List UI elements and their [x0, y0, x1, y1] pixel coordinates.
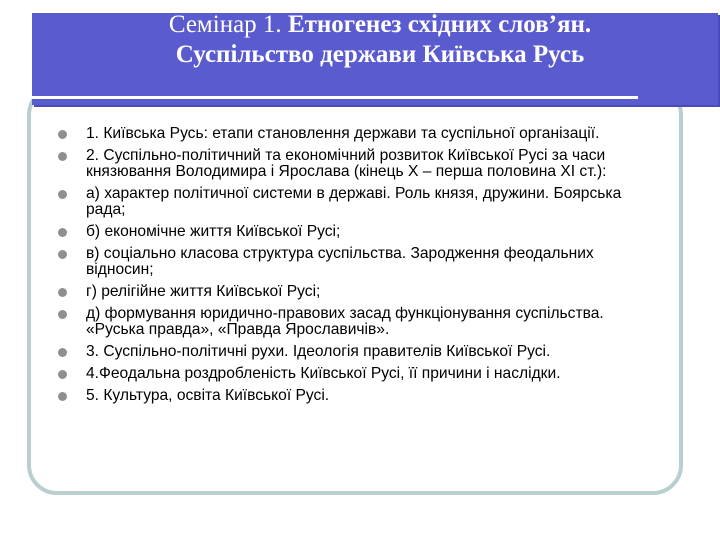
bullet-icon — [58, 190, 67, 199]
bullet-icon — [58, 228, 67, 237]
title-line-1 — [55, 10, 705, 40]
seminar-label: Семінар 1. — [168, 11, 288, 38]
list-item: а) характер політичної системи в державі. Роль князя, дружини. Боярська рада; — [58, 186, 658, 218]
list-item: г) релігійне життя Київської Русі; — [58, 284, 658, 300]
list-item: б) економічне життя Київської Русі; — [58, 224, 658, 240]
list-item: 5. Культура, освіта Київської Русі. — [58, 388, 658, 404]
bullet-icon — [58, 392, 67, 401]
bullet-icon — [58, 288, 67, 297]
bullet-icon — [58, 130, 67, 139]
list-item: 2. Суспільно-політичний та економічний розвиток Київської Русі за часи князювання Володимира і Ярослава (кінець X – перша половина XI ст.): — [58, 148, 658, 180]
bullet-icon — [58, 250, 67, 259]
slide-title — [55, 10, 705, 70]
title-line-2: Суспільство держави Київська Русь — [175, 41, 585, 68]
bullet-icon — [58, 310, 67, 319]
title-underline — [32, 96, 638, 99]
list-item: 4.Феодальна роздробленість Київської Русі, її причини і наслідки. — [58, 366, 658, 382]
bullet-icon — [58, 152, 67, 161]
list-item: в) соціально класова структура суспільства. Зародження феодальних відносин; — [58, 246, 658, 278]
bullet-icon — [58, 370, 67, 379]
list-item: д) формування юридично-правових засад функціонування суспільства. «Руська правда», «Правда Ярославичів». — [58, 306, 658, 338]
list-item: 3. Суспільно-політичні рухи. Ідеологія правителів Київської Русі. — [58, 344, 658, 360]
topic-list — [58, 126, 658, 410]
seminar-topic: Етногенез східних слов’ян. — [287, 11, 592, 38]
bullet-icon — [58, 348, 67, 357]
list-item: 1. Київська Русь: етапи становлення держави та суспільної організації. — [58, 126, 658, 142]
